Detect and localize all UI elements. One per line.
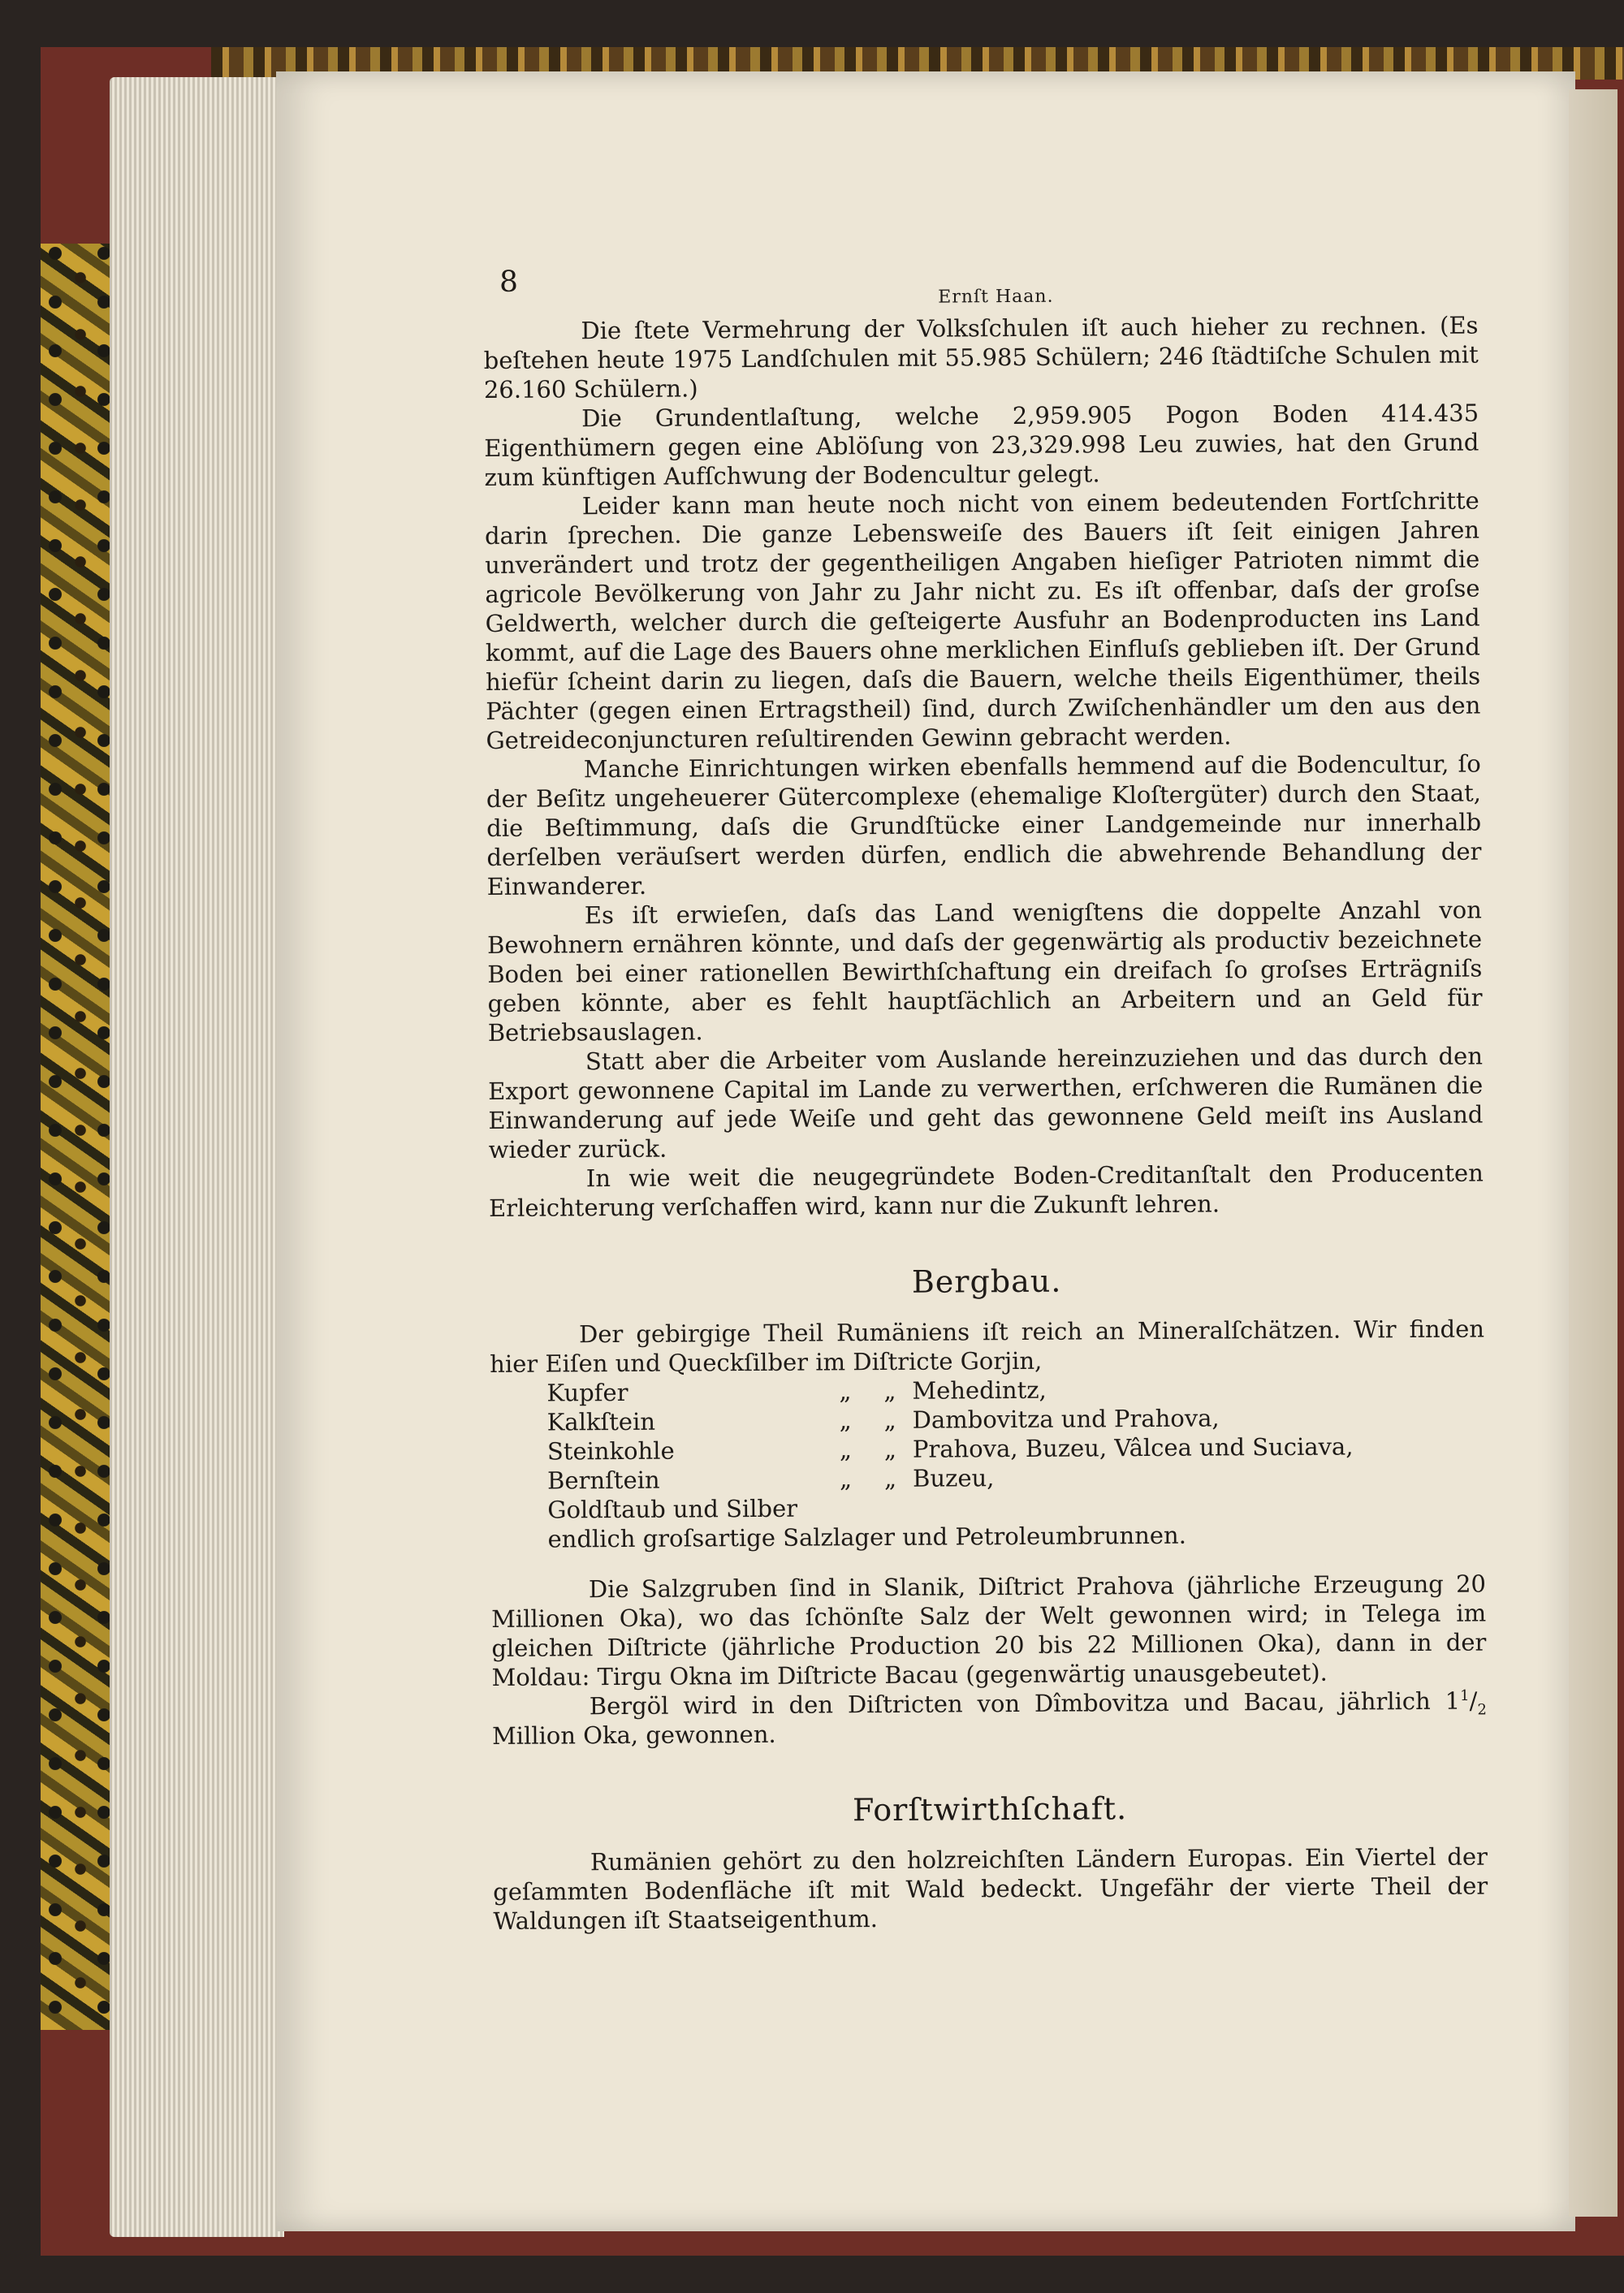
mineral-name: Goldſtaub und Silber	[547, 1494, 798, 1524]
paragraph-text: Bergöl wird in den Diſtricten von Dîmbovitza und Bacau, jährlich 1	[589, 1686, 1461, 1721]
ditto-mark: „	[883, 1406, 896, 1435]
page-content	[483, 262, 1488, 1936]
section-heading-bergbau: Bergbau.	[911, 1263, 1062, 1300]
mineral-name: Steinkohle	[546, 1436, 675, 1466]
running-head: Ernſt Haan.	[938, 286, 1054, 308]
paragraph-text: Million Oka, gewonnen.	[491, 1720, 776, 1750]
paragraph: Der gebirgige Theil Rumäniens iſt reich an Mineralſchätzen. Wir finden hier Eiſen und Queckſilber im Diſtricte Gorjin,	[490, 1315, 1485, 1378]
section-heading-forst: Forſtwirthſchaft.	[852, 1790, 1128, 1829]
mineral-location	[887, 1489, 1485, 1522]
facing-page-edge	[1569, 89, 1618, 2217]
ditto-mark: „	[839, 1436, 853, 1464]
paragraph: Statt aber die Arbeiter vom Auslande hereinzuziehen und das durch den Export gewonnene Capital im Lande zu verwerthen, erſchweren die Rumänen die Einwanderung auf jede Weiſe und geht das gewonnene Geld meiſt ins Ausland wieder zurück.	[488, 1042, 1484, 1164]
paragraph: Manche Einrichtungen wirken ebenfalls hemmend auf die Bodencultur, ſo der Beſitz ungeheuerer Gütercomplexe (ehemalige Kloſtergüter) durch den Staat, die Beſtimmung, daſs die Grundſtücke einer Landgemeinde nur innerhalb derſelben veräuſsert werden dürfen, endlich die abwehrende Behandlung der Einwanderer.	[486, 749, 1482, 900]
marbled-endpaper	[41, 244, 114, 2030]
paragraph-bergoel: Bergöl wird in den Diſtricten von Dîmbovitza und Bacau, jährlich $1^1/_2$ Million Oka, gewonnen.	[491, 1686, 1487, 1750]
ditto-mark	[797, 1493, 842, 1522]
paragraph: Es iſt erwieſen, daſs das Land wenigſtens die doppelte Anzahl von Bewohnern ernähren könnte, und daſs der gegenwärtig als productiv bezeichnete Boden bei einer rationellen Bewirthſchaftung ein dreifach ſo groſses Erträgniſs geben könnte, aber es fehlt hauptſächlich an Arbeitern und an Geld für Betriebsauslagen.	[486, 896, 1483, 1047]
mineral-name: Kalkſtein	[546, 1407, 656, 1436]
paragraph: Die Grundentlaſtung, welche 2,959.905 Pogon Boden 414.435 Eigenthümern gegen eine Ablöſung von 23,329.998 Leu zuwies, hat den Grund zum künftigen Aufſchwung der Bodencultur gelegt.	[484, 399, 1479, 491]
paragraph: Rumänien gehört zu den holzreichſten Ländern Europas. Ein Viertel der geſammten Bodenfläche iſt mit Wald bedeckt. Ungefähr der vierte Theil der Waldungen iſt Staatseigenthum.	[493, 1842, 1488, 1935]
page-edges	[110, 77, 284, 2237]
mineral-location: Mehedintz,	[912, 1375, 1047, 1405]
paragraph: Leider kann man heute noch nicht von einem bedeutenden Fortſchritte darin ſprechen. Die ganze Lebensweiſe des Bauers iſt ſeit einigen Jahren unverändert und trotz der gegentheiligen Angaben hieſiger Patrioten nimmt die agricole Bevölkerung von Jahr zu Jahr nicht zu. Es iſt offenbar, daſs der groſse Geldwerth, welcher durch die geſteigerte Ausfuhr an Bodenproducten ins Land kommt, auf die Lage des Bauers ohne merklichen Einfluſs geblieben iſt. Der Grund hiefür ſcheint darin zu liegen, daſs die Bauern, welche theils Eigenthümer, theils Pächter (gegen einen Ertragstheil) ſind, durch Zwiſchenhändler um den aus den Getreideconjuncturen reſultirenden Gewinn gebracht werden.	[484, 486, 1481, 754]
ditto-mark: „	[883, 1464, 897, 1493]
paragraph: Die ſtete Vermehrung der Volksſchulen iſt auch hieher zu rechnen. (Es beſtehen heute 1975 Landſchulen mit 55.985 Schülern; 246 ſtädtiſche Schulen mit 26.160 Schülern.)	[483, 311, 1479, 404]
mineral-location: Prahova, Buzeu, Vâlcea und Suciava,	[912, 1432, 1354, 1463]
paragraph: Die Salzgruben ſind in Slanik, Diſtrict Prahova (jährliche Erzeugung 20 Millionen Oka), wo das ſchönſte Salz der Welt gewonnen wird; in Telega im gleichen Diſtricte (jährliche Production 20 bis 22 Millionen Oka), dann in der Moldau: Tirgu Okna im Diſtricte Bacau (gegenwärtig unausgebeutet).	[491, 1570, 1487, 1691]
page-header	[483, 262, 1478, 317]
fraction-denominator: 2	[1477, 1701, 1487, 1719]
mineral-list	[490, 1372, 1485, 1524]
fraction-numerator: 1	[1460, 1686, 1470, 1705]
page-number: 8	[499, 265, 519, 299]
mineral-location: Buzeu,	[913, 1464, 995, 1492]
list-item	[547, 1489, 1485, 1524]
mineral-name: Bernſtein	[547, 1466, 660, 1495]
mineral-list-tail: endlich groſsartige Salzlager und Petroleumbrunnen.	[547, 1521, 1186, 1553]
ditto-mark: „	[839, 1377, 852, 1406]
ditto-mark: „	[883, 1435, 897, 1464]
mineral-name: Kupfer	[546, 1378, 628, 1407]
paragraph: In wie weit die neugegründete Boden-Creditanſtalt den Producenten Erleichterung verſchaffen wird, kann nur die Zukunft lehren.	[488, 1159, 1484, 1222]
mineral-location: Dambovitza und Prahova,	[912, 1404, 1220, 1434]
ditto-mark	[842, 1493, 887, 1522]
ditto-mark: „	[883, 1376, 896, 1406]
ditto-mark: „	[839, 1465, 853, 1493]
ditto-mark: „	[839, 1406, 852, 1435]
